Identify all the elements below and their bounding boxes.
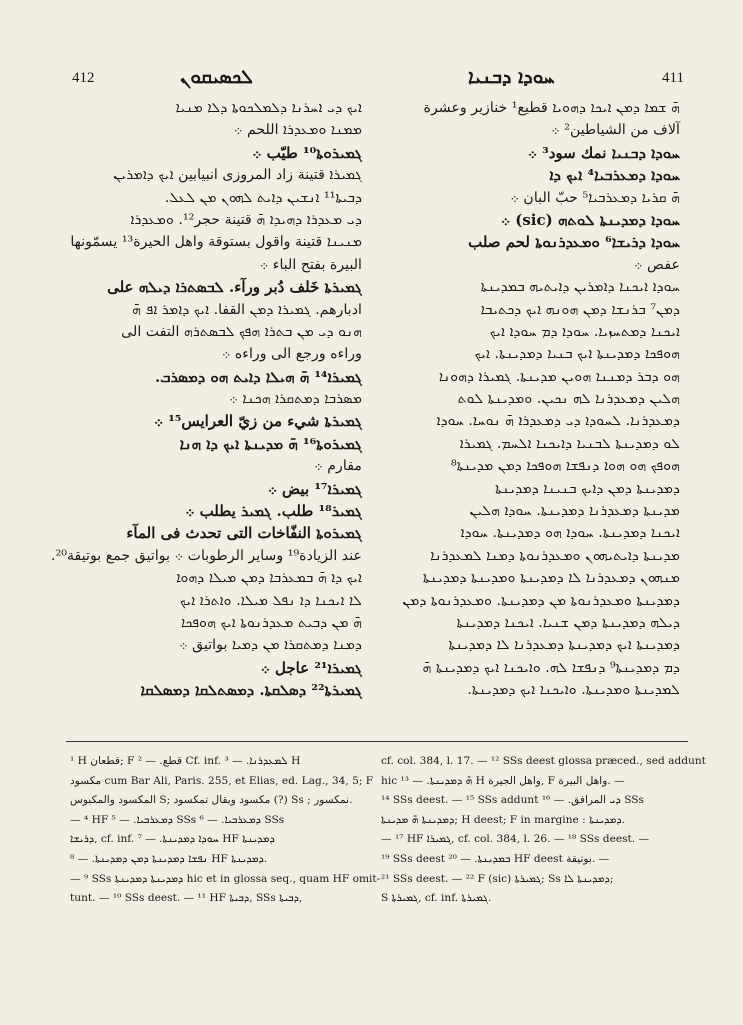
left-text-column (51, 97, 362, 702)
text-line: ܡܢܝܢܐ قتينة واقول بستوقة واهل الحيرة¹³ يسمّونها (70, 234, 362, 251)
text-line: ܓܡܝܪܬܐ شيء من زيّ العرايس¹⁵ ܀ (154, 412, 362, 431)
text-line: ܓܡܝܪܐ¹⁴ ܗ̄ ܗܝܠܐ ܕܐܝܬ ܗܘ ܕܡܣܪܒ. (155, 367, 362, 386)
text-line: ܓܡܝܪܬܐ خَلف دُبر ورآء. ܠܒܣܬܪܐ ܕܝܠܗ على (107, 278, 362, 297)
left-running-title: ܠܟܣܝܩܘܢ (180, 66, 253, 88)
text-line: ܐܝܟ ܕܐ ܗ̄ ܒܡܥܪܒܐ ܕܡܢ ܡܝܠܐ ܕܗܘܐ (176, 570, 362, 587)
text-line: ܕܡܢ⁷ ܒܪܢܫܐ ܕܡܢ ܗܘܢܗ ܐܝܟ ܕܟܬܝܒܐ (480, 301, 680, 318)
text-line: ܕܝܠܗ ܕܡܕܝܢܬܐ ܕܡܢ ܫܢܝܐ. ܐܝܟܢܐ ܕܡܕܝܢܬܐ (456, 614, 680, 631)
text-line: ܓܡܝܪܐ¹⁷ بيض ܀ (267, 479, 362, 498)
text-line: ܗܢܘ ܕܝ ܡܢ ܒܬܪܐ ܗܦܟ ܠܒܣܬܪܗ التفت الى (121, 323, 362, 340)
footnote-line: hic ܗ̄ ܕܡܕܝܢܬܐ. — ¹³ H واهل الجيرة, F واهل البيرة. — (381, 774, 625, 787)
text-line: ܗܘܦܟܐ ܕܡܕܝܢܬܐ ܐܝܟ ܒܢܝܐ ܕܡܕܝܢܬܐ. ܐܝܟ (474, 346, 680, 363)
text-line: البيرة بفتح الباء ܀ (259, 256, 362, 273)
text-line: ܡܢܗܘܢ ܕܡܥܕܪܢܐ ܠܐ ܕܡܕܝܢܬܐ ܘܡܕܝܢܬܐ ܕܡܕܝܢܬܐ (422, 570, 680, 587)
text-line: ܐܝܟ ܕܝ ܐܚܪܢܐ ܕܠܡܠܟܘܬܐ ܕܠܐ ܡܢܝܐ (175, 100, 362, 116)
text-line: ܗܘܦܟ ܗܘ ܗܘܐ ܕܢܦܫܐ ܗܘܦܟܐ ܕܡܢ ܡܕܝܢܬܐ⁸ (451, 458, 680, 475)
left-page-number: 412 (72, 70, 95, 86)
right-running-title: ܚܘܕܐ ܕܒܢܝܐ (468, 66, 555, 88)
text-line: ܓܡܝܪܘܬܐ النفّاخات التى تحدث فى المآء (126, 524, 362, 543)
text-line: عفص ܀ (633, 256, 680, 273)
text-line: ܐܝܟܢܐ ܕܡܕܝܢܬܐ. ܚܘܕܐ ܗܘ ܕܡܕܝܢܬܐ. ܚܘܕܐ (460, 525, 680, 542)
footnote-line: مكسود cum Bar Ali, Paris. 255, et Elias, ed. Lag., 34, 5; F (70, 774, 374, 787)
text-line: ܗ̄ ܩܪܝܐ ܕܡܥܪܒܝܐ⁵ حبّ البان ܀ (510, 189, 680, 206)
text-line: مقارم ܀ (314, 458, 362, 475)
footnote-line: ¹⁹ SSs deest ܒܡܕܝܢܬܐ. — ²⁰ HF deest بوتيقة. — (381, 852, 610, 865)
text-line: ܕܡܕܝܢܬܐ ܘܡܥܕܪܢܘܬܐ ܡܢ ܕܡܕܝܢܬܐ. ܘܡܥܕܪܢܘܬܐ ܕܡܢ (402, 592, 680, 609)
text-line: ܡܡܢܐ ܘܡܥܕܪܐ اللحم ܀ (233, 122, 362, 139)
footnote-divider (66, 741, 688, 742)
right-page-number: 411 (662, 70, 684, 86)
text-line: ܓܡܝܪܐ قتينة زاد المروزی انبيابين ܐܝܟ ܕܐܡܪܝܢ (113, 167, 362, 184)
text-line: ܚܘܕܐ ܐܝܟܢܐ ܕܐܡܪܝܢ ܕܐܝܬܝܗ ܒܡܕܝܢܬܐ (480, 279, 680, 296)
text-line: ܚܘܕܐ ܕܒܢܝܐ نمك سود³ ܀ (527, 143, 680, 162)
right-text-column (383, 97, 680, 702)
text-line: ܕܒܝܬܐ¹¹ ܐܢܫܝܢ ܕܐܝܬ ܠܗܘܢ ܡܢ ܠܥܠ. (164, 189, 362, 206)
footnote-line: tunt. — ¹⁰ SSs deest. — ¹¹ HF ܕܒܝܬܐ, SSs ܕܒܝܬܐ, (70, 892, 303, 905)
footnote-line: ܕܪܝܫܐ, cf. inf. ܚܘܕܐ ܕܡܕܝܢܬܐ. — ⁷ HF ܕܡܕܝܢܬܐ (70, 833, 275, 846)
text-line: ܕܡ ܕܡܕܝܢܬܐ⁹ ܕܢܦܫܐ ܠܗ. ܘܐܝܟܢܐ ܐܝܟ ܕܡܕܝܢܬܐ ܗ̄ (422, 659, 680, 676)
text-line: ܡܣܪܒܐ ܕܡܬܩܪܐ ܗܟܢܐ ܀ (229, 391, 362, 408)
footnote-line: المكسود والمكبوس S; مكسود ويقال تمكسود (?) Ss ; نمكسور. (70, 794, 353, 807)
footnotes-right (381, 752, 706, 909)
footnote-line: ¹⁴ SSs deest. — ¹⁵ SSs addunt ܕܝ المرافق. — ¹⁶ SSs (381, 794, 644, 807)
footnote-line: S ܓܡܝܪܬܐ, cf. inf. ܓܡܝܪܬܐ. (381, 892, 492, 905)
text-line: ܚܘܕܐ ܕܡܕܝܢܬܐ ܠܘܬܗ (sic) ܀ (501, 210, 680, 229)
text-line: وراءه ورجع الى وراءه ܀ (221, 346, 362, 363)
text-line: ܗܘ ܕܒܪ ܕܡܢܢܐ ܗܘܝܢ ܡܕܝܢܬܐ. ܓܡܝܪܐ ܕܗܘܢܐ (438, 368, 680, 385)
footnote-line: ܕܡܕܝܢܬܐ ܗ̄ ܡܕܝܢܬܐ; H deest; F in margine : ܕܡܕܝܢܬܐ. (381, 813, 626, 826)
text-line: ܓܡܝܪܘܬܐ¹⁶ ܗ̄ ܡܕܝܢܬܐ ܐܝܟ ܕܐ ܗܢܐ (179, 434, 362, 453)
text-line: ܓܡܝܪܬܐ²² ܕܣܠܩܬܐ. ܕܡܣܬܠܩܐ ܕܡܣܠܩܐ (140, 681, 362, 700)
text-line: ܗܠܝܢ ܕܡܥܕܪܢܐ ܠܗ ܢܟܝܢ. ܘܡܕܝܢܬܐ ܠܘܬ (457, 391, 680, 408)
footnote-line: — ¹⁷ HF ܓܡܝܪܐ, cf. col. 384, l. 26. — ¹⁸ SSs deest. — (381, 833, 650, 846)
text-line: ܓܡܝܪ¹⁸ طلب. ܓܡܝܪ يطلب ܀ (185, 502, 362, 521)
footnote-line: ܢܦܫܐ ܕܡܕܝܢܬܐ ܕܡܢ ܕܡܕܝܢܬܐ. — ⁸ HF ܕܡܕܝܢܬܐ. (70, 852, 268, 865)
text-line: عند الزيادة¹⁹ وساير الرطوبات ܀ بواتيق جمع بوتيقة²⁰. (51, 547, 362, 564)
text-line: ܗ̄ ܡܢ ܕܒܝܬ ܡܥܕܪܢܘܬܐ ܐܝܟ ܗܘܦܟܐ (180, 614, 362, 631)
text-line: ܠܘ ܕܡܕܝܢܬܐ ܠܒܢܝܐ ܕܐܝܟܢܐ ܐܠܚܡ. ܓܡܝܪܐ (459, 435, 680, 452)
text-line: ܕܡܢܐ ܕܡܬܩܪܐ ܡܢ ܕܡܝܐ بواتيق ܀ (179, 637, 362, 654)
text-line: ܚܘܕܐ ܕܪܝܫܐ⁶ ܘܡܥܕܪܢܘܬܐ لحم صلب (468, 233, 680, 252)
text-line: ܓܡܝܪܘܬܐ¹⁰ طيّب ܀ (252, 143, 362, 162)
text-line: ܡܕܝܢܬܐ ܕܐܝܬܝܗܘܢ ܘܡܥܕܪܢܘܬܐ ܕܡܢܐ ܠܡܥܕܪܢܐ (430, 547, 680, 564)
text-line: آلاف من الشياطين² ܀ (551, 122, 680, 139)
text-line: ܕܡܥܕܪܢܐ. ܠܚܘܕܐ ܕܝ ܕܡܥܕܪܐ ܗ̄ ܢܘܚܐ. ܚܘܕܐ (436, 413, 680, 430)
text-line: ادبارهم. ܓܡܝܪܐ ܕܡܢ القفا. ܐܝܟ ܕܐܡܪ ܐܦ ܗ̄ (132, 301, 362, 318)
text-line: ܠܡܕܝܢܬܐ ܘܡܕܝܢܬܐ. ܘܐܝܟܢܐ ܐܝܟ ܕܡܕܝܢܬܐ. (467, 682, 680, 699)
footnote-line: cf. col. 384, l. 17. — ¹² SSs deest glossa præced., sed addunt (381, 755, 706, 767)
page-header (58, 66, 688, 96)
text-line: ܕܝ ܡܥܕܪܐ ܕܗܝܕܐ ܗ̄ قتينة حجر¹². ܘܡܥܕܪܐ (130, 211, 362, 228)
text-line: ܠܐ ܐܝܟܢܐ ܕܐ ܢܦܠ ܡܝܠܐ. ܘܐܬܪܐ ܐܝܟ (179, 592, 362, 609)
text-line: ܗ̄ ܫܡܐ ܕܡܢ ܐܝܟܐ ܕܗܘܝܐ قطيع¹ خنازير وعشرة (423, 100, 680, 116)
text-line: ܚܘܕܐ ܕܡܥܪܒܝܐ⁴ ܐܝܟ ܕܐ (549, 166, 680, 185)
footnote-line: — ⁴ HF ܕܡܥܪܒܝܐ. — ⁵ SSs ܕܡܥܪܒܝܐ. — ⁶ SSs (70, 813, 285, 826)
text-line: ܕܡܕܝܢܬܐ ܕܡܢ ܕܐܝܟ ܒܢܝܢܐ ܕܡܕܝܢܬܐ (495, 480, 680, 497)
text-line: ܐܝܟܢܐ ܕܡܬܚܙܝܐ. ܚܘܕܐ ܕܡ ܚܘܕܐ ܐܝܟ (489, 323, 680, 340)
footnote-line: ¹ H قطعان; F قطع. — ² Cf. inf. ܠܡܥܕܪܢܐ. — ³ H (70, 755, 301, 767)
footnotes-left (70, 752, 381, 909)
text-line: ܕܡܕܝܢܬܐ ܐܝܟ ܕܡܕܝܢܬܐ ܕܡܥܕܪܢܐ ܠܐ ܕܡܕܝܢܬܐ (448, 637, 680, 654)
text-line: ܡܕܝܢܬܐ ܕܡܥܕܪܢܐ ܕܡܕܝܢܬܐ. ܚܘܕܐ ܗܠܝܢ (469, 503, 680, 520)
footnote-line: ²¹ SSs deest. — ²² F (sic) ܓܡܝܪܬܐ; Ss ܕܡܕܝܢܬܐ ܠܐ; (381, 872, 614, 885)
text-line: ܓܡܝܪܐ²¹ عاجل ܀ (260, 658, 362, 677)
footnote-line: — ⁹ SSs ܕܡܕܝܢܬܐ ܕܡܕܝܢܬܐ hic et in glossa seq., quam HF omit- (70, 872, 381, 885)
